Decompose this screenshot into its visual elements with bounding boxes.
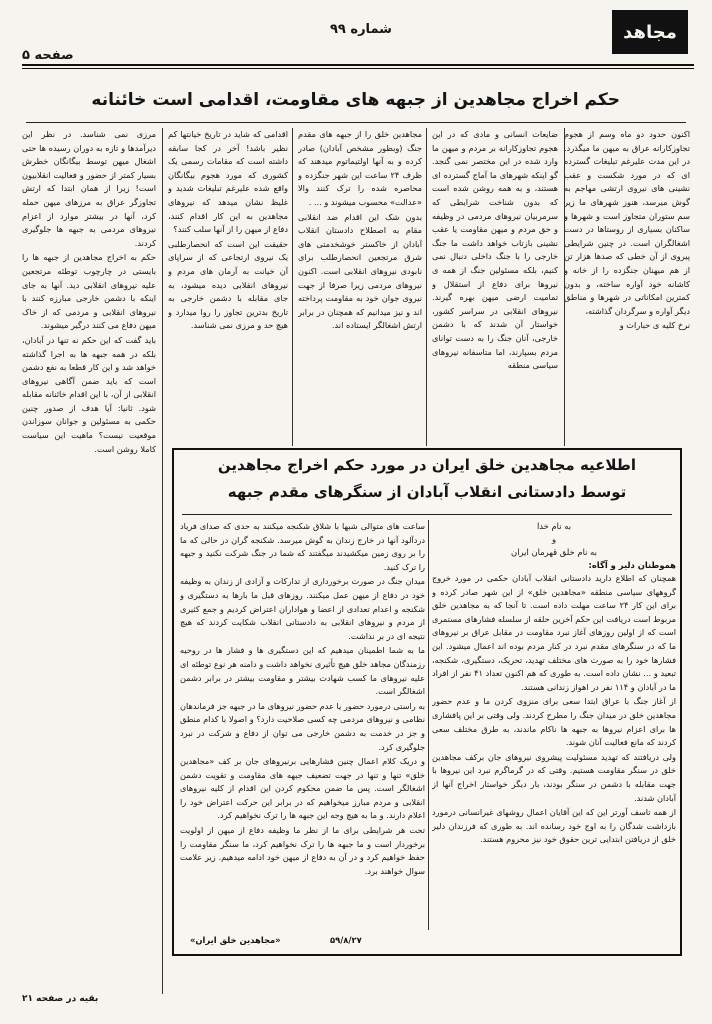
logo-text: مجاهد: [623, 21, 677, 43]
header-rule-thin: [22, 68, 694, 69]
article-column-3: [298, 128, 422, 448]
paragraph: حکم به اخراج مجاهدین از جبهه ها را بایستی در چارچوب توطئه مرتجعین علیه نیروهای انقلابی دید. آنها به جای اینکه با دشمن خارجی مبارزه کنند با نیروهای انقلابی و مردمی که از خاک میهن دفاع می کنند درگیر میشوند.: [22, 252, 156, 331]
greeting-people: به نام خلق قهرمان ایران: [511, 547, 597, 557]
paragraph: و دریک کلام اعمال چنین فشارهایی برنیروهای جان بر کف «مجاهدین خلق» تنها و تنها در جهت تضعیف جبهه های مقاومت و تقویت دشمن اشغالگر است. پس ما ضمن محکوم کردن این اقدام از کلیه نیروهای انقلابی و مردم مبارز میخواهیم که در برابر این حرکت اعتراض خود را اعلام دارند. و ما به هیچ وجه این جبهه ها را ترک نخواهیم کرد.: [180, 756, 425, 821]
publication-logo: [612, 10, 688, 54]
paragraph: ساعت های متوالی شبها با شلاق شکنجه میکنند به حدی که صدای فریاد دردآلود آنها در خارج زندان به گوش میرسد. شکنجه گران در حالی که ما را بر روی زمین میکشیدند میگفتند که شما در جنگ شرکت نکنید و جبهه را ترک کنید.: [180, 521, 425, 572]
announcement-column-divider: [428, 520, 429, 930]
header-rule: [22, 64, 694, 66]
article-column-5: [22, 128, 156, 992]
paragraph: مرزی نمی شناسد. در نظر این دیرآمدها و تازه به دوران رسیده ها حتی اشغال میهن توسط بیگانگان خطرش بسیار کمتر از حضور و فعالیت انقلابیون است! زیرا از همان ابتدا که ارتش تجاوزگر عراق به مرزهای میهن حمله کرد، آنها در بیشتر موارد از اعزام نیروهای مردمی به جبهه ها جلوگیری کردند.: [22, 129, 156, 248]
salutation: هموطنان دلیر و آگاه:: [588, 560, 676, 570]
paragraph: اکنون حدود دو ماه وسم از هجوم تجاوزکارانه عراق به میهن ما میگذرد. در این مدت علیرغم تبلیغات گسترده ای که در مورد شکست و عقب نشینی های نیروی ارتشی مهاجم به گوش میرسد، هنوز شهرهای ما زیر سم ستوران متجاوز است و شهرها و ساکنان بسیاری از روستاها در دست اشغالگران است. در چنین شرایطی پیروی از آن خطی که صدها هزار تن از هم میهنان جنگزده را از خانه و کاشانه خود آواره ساخته، و بدون کمترین امکاناتی در شهرها و مناطق دیگر آواره و سرگردان گذاشته،: [564, 129, 690, 316]
paragraph: ما به شما اطمینان میدهیم که این دستگیری ها و فشار ها در روحیه رزمندگان مجاهد خلق هیچ تأثیری نخواهد داشت و دامنه هر نوع توطئه ای علیه نیروهای ما کسب شهادت بیشتر و مقاومت بیشتر در برابر دشمن اشغالگر است.: [180, 645, 425, 697]
paragraph: به راستی درمورد حضور یا عدم حضور نیروهای ما در جبهه جز فرماندهان نظامی و نیروهای مردمی چه کسی صلاحیت دارد؟ و اصولا با کدام منطق و جز در خدمت به دشمن خارجی می توان از دفاع و شرکت در نبرد جلوگیری کرد.: [180, 700, 425, 752]
column-divider: [162, 128, 163, 994]
greeting-bismillah: به نام خدا: [536, 521, 572, 531]
signature-organization: «مجاهدین خلق ایران»: [190, 935, 281, 945]
main-headline: حکم اخراج مجاهدین از جبهه های مقاومت، اقدامی است خائنانه: [91, 90, 620, 110]
paragraph: میدان جنگ در صورت برخورداری از تدارکات و آزادی از زندان به وظیفه خود در دفاع از میهن عمل میکنند. روزهای قبل ما بارها به دستگیری و شکنجه و اعدام تعدادی از اعضا و هواداران اعتراض کردیم و جمع کثیری از مردم و نیروهای انقلابی به دادستانی انقلاب شکایت کردند که هیچ نتیجه ای در بر نداشت.: [180, 576, 425, 641]
paragraph: بدون شک این اقدام ضد انقلابی مقام به اصطلاح دادستان انقلاب آبادان از خاکستر خوشخدمتی های شرق مرتجعین انحصارطلب برای نابودی نیروهای انقلابی است. اکنون نیروهای مردمی زیرا صرفا از جهت نیروی جوان خود به مقاومت پرداخته اند و نیز میدانیم که همچنان در برابر ارتش اشغالگر ایستاده اند.: [298, 211, 422, 331]
announcement-title-line-1: اطلاعیه مجاهدین خلق ایران در مورد حکم اخراج مجاهدین: [217, 456, 637, 474]
paragraph: از همه تاسف آورتر این که این آقایان اعمال روشهای غیرانسانی درمورد بازداشت شدگان را به اوج خود رسانده اند. به طوری که فرزندان دلیر خلق از دریافتن ابتدایی ترین حقوق خود نیز محروم هستند.: [432, 807, 676, 845]
paragraph: اقدامی که شاید در تاریخ خیانتها کم نظیر باشد! آخر در کجا سابقه داشته است که مقامات رسمی یک کشوری که مورد هجوم بیگانگان واقع شده علیرغم تبلیغات شدید و غلیظ نشان میدهد که نیروهای مجاهدین به این کار اقدام کنند، دفاع از میهن را از آنها سلب کنند؟: [168, 129, 288, 235]
paragraph: باید گفت که این حکم نه تنها در آبادان، بلکه در همه جبهه ها به اجرا گذاشته خواهد شد و این کار قطعا به نفع دشمن است که باید ضمن آگاهی نیروهای انقلابی از آن، با این اقدام خائنانه مقابله شود. ثانیا: آیا هدف از صدور چنین حکمی به مسئولین و جوانان سوزاندن موقعیت نیست؟ ماهیت این سیاست کاملا روشن است.: [22, 334, 156, 454]
article-column-1: [564, 128, 690, 448]
paragraph: مجاهدین خلق را از جبهه های مقدم جنگ (وبطور مشخص آبادان) صادر کرده و به آنها اولتیماتوم میدهند که ظرف ۲۴ ساعت این شهر جنگزده و محاصره شده را ترک کنند والا «عدالت» محسوب میشوند و ... .: [298, 129, 422, 207]
announcement-left-column: [180, 520, 425, 934]
greeting-and: و: [551, 534, 557, 544]
article-column-2: [432, 128, 558, 448]
paragraph: ولی دریافتند که تهدید مسئولیت پیشروی نیروهای جان برکف مجاهدین خلق در سنگر مقاومت هستیم. وقتی که در گرماگرم نبرد این نیروها با جهت مقابله با دشمن در سنگر بودند، بار دیگر خواستار اخراج آنها از آبادان شدند.: [432, 751, 676, 803]
column-divider: [564, 128, 565, 446]
article-column-4: [168, 128, 288, 448]
paragraph: حقیقت این است که انحصارطلبی یک نیروی ارتجاعی که از سراپای آن خیانت به آرمان های مردم و نیروهای انقلابی دیده میشود، به جای مقابله با دشمن خارجی به تاریخ بدترین تجاوز را روا میدارد و هیچ حد و مرزی نمی شناسد.: [168, 238, 288, 331]
continued-on-page: بقیه در صفحه ۲۱: [22, 994, 99, 1004]
signature-date: ۵۹/۸/۲۷: [330, 935, 362, 945]
announcement-right-column: [432, 520, 676, 948]
paragraph: تحت هر شرایطی برای ما از نظر ما وظیفه دفاع از میهن از اولویت برخوردار است و ما جبهه ها را ترک نخواهیم کرد، ما سنگر مقاومت را حفظ خواهیم کرد و در آن به دفاع از میهن خود ادامه میدهیم. زیر علامت سوال خواهند برد.: [180, 825, 425, 876]
page-number: صفحه ۵: [22, 48, 74, 63]
announcement-title-line-2: توسط دادستانی انقلاب آبادان از سنگرهای مقدم جبهه: [227, 483, 627, 501]
paragraph: ضایعات انسانی و مادی که در این هجوم تجاوزکارانه بر مردم و میهن ما وارد شده در این مختصر نمی گنجد. گو اینکه شهرهای ما آماج گسترده ای هستند، و به همه روشن شده است که بدون شناخت شرایطی که سرمربیان نیروهای مردمی در وظیفه و حق مردم و میهن مقاومت یا عقب نشینی بازتاب خواهد داشت ما جنگ خارجی را با جنگ داخلی دنبال نمی کنیم، بلکه مسئولین جنگ از همه ی نیروها برای دفاع از استقلال و تمامیت ارضی میهن بهره گیرند. نیروهای انقلابی در سراسر کشور، خواستار آن شدند که با دشمن خارجی، آنان جنگ را به دست توانای مردم بسپارند، اما متاسفانه نیروهای سیاسی منطقه: [432, 129, 558, 371]
paragraph: نرخ کلیه ی حبارات و: [619, 320, 690, 331]
paragraph: از آغاز جنگ با عراق ابتدا سعی برای منزوی کردن ما و عدم حضور مجاهدین خلق در میدان جنگ را مطرح کردند. ولی وقتی بر این پافشاری ها برای اعزام نیروها به جبهه ها ناکام ماندند، به طرق مختلف سعی کردند که مانع فعالیت آنان شوند.: [432, 696, 676, 748]
headline-rule: [26, 122, 686, 123]
issue-number: شماره ۹۹: [330, 22, 392, 37]
paragraph: همچنان که اطلاع دارید دادستانی انقلاب آبادان حکمی در مورد خروج گروههای سیاسی منطقه «مجاهدین خلق» از این شهر صادر کرده و برای این کار ۲۴ ساعت مهلت داده است. تا آنجا که به مجاهدین خلق مربوط است دریافت این حکم آخرین حلقه از سلسله فشارهای مستمری است که از اولین روزهای آغاز نبرد مقاومت در مقابل عراق بر نیروهای ما که در سنگرهای مقدم نبرد در کنار مردم بوده اند اعمال میشود. این فشارها خود را به صورت های مختلف تهدید، تحریک، دستگیری، شکنجه، تبعید و ... نشان داده است. به طوری که هم اکنون تعداد ۴۱ نفر از افراد ما در آبادان و ۱۱۴ نفر در اهواز زندانی هستند.: [432, 573, 676, 692]
announcement-title-rule: [182, 514, 672, 515]
column-divider: [426, 128, 427, 446]
column-divider: [292, 128, 293, 446]
